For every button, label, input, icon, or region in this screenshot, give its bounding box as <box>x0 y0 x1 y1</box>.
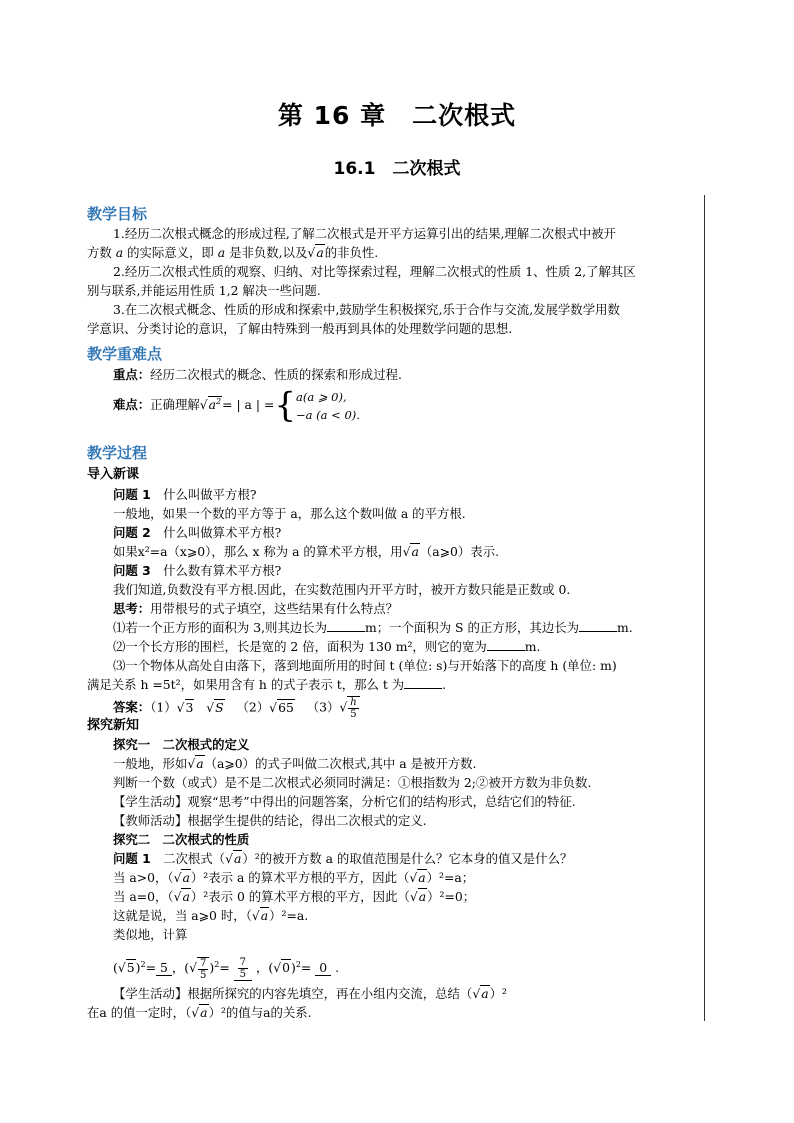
student-activity-line-2: 在a 的值一定时，（√a）²的值与a的关系. <box>87 1005 312 1020</box>
intro-heading: 导入新课 <box>87 467 140 482</box>
property-line-1: 当 a>0，（√a）²表示 a 的算术平方根的平方，因此（√a）²=a； <box>113 870 475 885</box>
question-3: 问题 3 什么数有算术平方根? <box>113 563 282 578</box>
explore-1-line-2: 判断一个数（或式）是不是二次根式必须同时满足：①根指数为 2;②被开方数为非负数. <box>113 775 592 790</box>
section-title: 16.1 二次根式 <box>333 159 461 179</box>
explore-1-line-1: 一般地，形如√a（a⩾0）的式子叫做二次根式,其中 a 是被开方数. <box>113 756 477 771</box>
objective-line-6: 学意识、分类讨论的意识，了解由特殊到一般再到具体的处理数学问题的思想. <box>87 321 513 336</box>
objective-line-4: 别与联系,并能运用性质 1,2 解决一些问题. <box>87 283 321 298</box>
chapter-title: 第 16 章 二次根式 <box>277 101 517 130</box>
answers-line: 答案：（1）√3 √S （2）√65 （3）√ $\frac{h}{5}$ <box>113 696 360 720</box>
student-activity-line: 【学生活动】根据所探究的内容先填空，再在小组内交流，总结（√a）² <box>113 986 507 1001</box>
think-item-1: ⑴若一个正方形的面积为 3,则其边长为 m；一个面积为 S 的正方形，其边长为 m. <box>113 620 633 635</box>
answer-3: 我们知道,负数没有平方根.因此，在实数范围内开平方时，被开方数只能是正数或 0. <box>113 582 571 597</box>
property-line-3: 这就是说，当 a⩾0 时，（√a）²=a. <box>113 908 309 923</box>
property-line-2: 当 a=0，（√a）²表示 0 的算术平方根的平方，因此（√a）²=0； <box>113 889 476 904</box>
explore-1-line-3: 【学生活动】观察“思考”中得出的问题答案，分析它们的结构形式，总结它们的特征. <box>113 794 576 809</box>
think-item-3b: 满足关系 h =5t²，如果用含有 h 的式子表示 t，那么 t 为 . <box>87 677 447 692</box>
question-1: 问题 1 什么叫做平方根? <box>113 487 257 502</box>
answer-1: 一般地，如果一个数的平方等于 a，那么这个数叫做 a 的平方根. <box>113 506 466 521</box>
answer-2: 如果x²=a（x⩾0），那么 x 称为 a 的算术平方根，用√a（a⩾0）表示. <box>113 544 500 559</box>
objectives-heading: 教学目标 <box>87 205 148 223</box>
objective-line-5: 3.在二次根式概念、性质的形成和探索中,鼓励学生积极探究,乐于合作与交流,发展学数学用数 <box>113 302 620 317</box>
calc-line: $(√5)^2= 5$ ，(√ $\frac{7}{5}$ )$^2$= $\frac{7}{5}$ ，$(√0)^2= 0$ . <box>113 956 340 981</box>
think-line: 思考：用带根号的式子填空，这些结果有什么特点？ <box>113 601 398 616</box>
explore-1-title: 探究一 二次根式的定义 <box>113 737 250 752</box>
radical: √a <box>307 245 324 260</box>
keypoints-heading: 教学重难点 <box>87 345 163 363</box>
property-question-1: 问题 1 二次根式（√a）²的被开方数 a 的取值范围是什么？它本身的值又是什么？ <box>113 851 573 866</box>
think-item-2: ⑵一个长方形的围栏，长是宽的 2 倍，面积为 130 m²，则它的宽为 m. <box>113 639 541 654</box>
objective-line-3: 2.经历二次根式性质的观察、归纳、对比等探索过程，理解二次根式的性质 1、性质 2,了解其区 <box>113 264 636 279</box>
explore-1-line-4: 【教师活动】根据学生提供的结论，得出二次根式的定义. <box>113 813 427 828</box>
question-2: 问题 2 什么叫做算术平方根? <box>113 525 282 540</box>
property-line-4: 类似地，计算 <box>113 927 188 942</box>
objective-line-2: 方数 a 的实际意义，即 a 是非负数,以及√a的非负性. <box>87 245 379 260</box>
think-item-3a: ⑶一个物体从高处自由落下，落到地面所用的时间 t (单位: s)与开始落下的高度 h (单位: m) <box>113 658 617 673</box>
explore-2-title: 探究二 二次根式的性质 <box>113 832 250 847</box>
difficulty-line: 难点：正确理解$√a^2=$ | a | ={ a(a ⩾ 0), −a (a < 0). <box>113 385 360 426</box>
objective-line-1: 1.经历二次根式概念的形成过程,了解二次根式是开平方运算引出的结果,理解二次根式中被开 <box>113 226 616 241</box>
process-heading: 教学过程 <box>87 444 148 462</box>
margin-rule <box>704 195 705 1021</box>
focus-line: 重点：经历二次根式的概念、性质的探索和形成过程. <box>113 367 402 382</box>
explore-heading: 探究新知 <box>87 718 140 733</box>
